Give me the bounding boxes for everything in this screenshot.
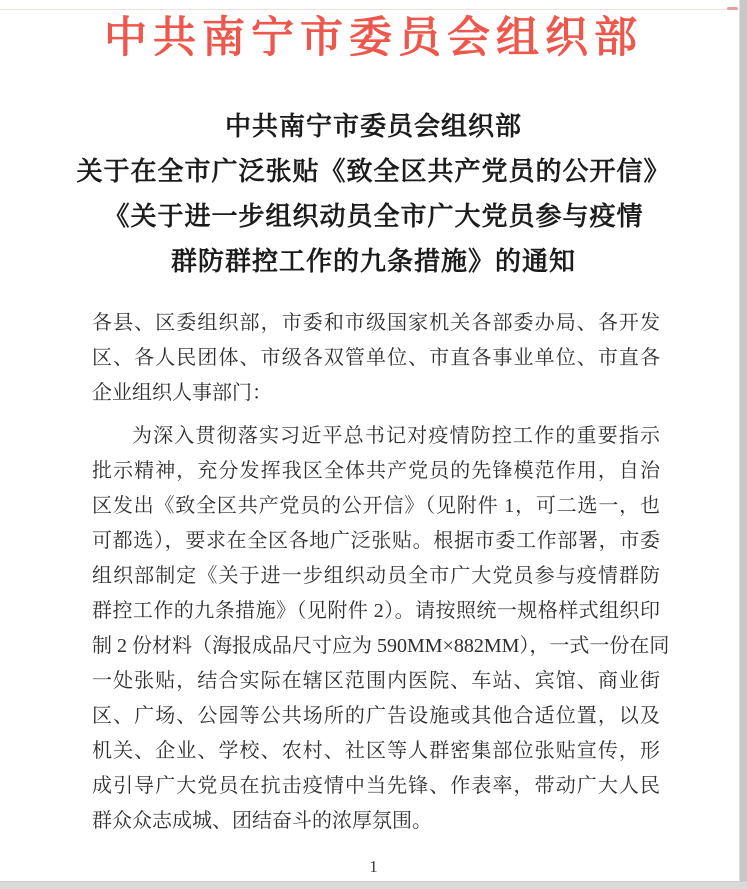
body-line: 制 2 份材料（海报成品尺寸应为 590MM×882MM），一式一份在同	[92, 635, 670, 657]
body-line: 成引导广大党员在抗击疫情中当先锋、作表率，带动广大人民	[92, 775, 660, 797]
body-line: 群众众志成城、团结奋斗的浓厚氛围。	[92, 810, 432, 832]
body-line: 机关、企业、学校、农村、社区等人群密集部位张贴宣传，形	[92, 740, 660, 762]
page-number: 1	[369, 857, 378, 876]
document-title-line: 关于在全市广泛张贴《致全区共产党员的公开信》	[76, 157, 671, 186]
main-paragraph	[92, 419, 670, 839]
scan-artifact-top-line	[0, 9, 738, 10]
document-title-line: 中共南宁市委员会组织部	[224, 112, 522, 141]
salutation-line: 各县、区委组织部，市委和市级国家机关各部委办局、各开发	[92, 312, 660, 334]
body-line: 可都选），要求在全区各地广泛张贴。根据市委工作部署，市委	[92, 530, 660, 552]
body-line: 为深入贯彻落实习近平总书记对疫情防控工作的重要指示	[132, 425, 660, 447]
document-body	[92, 306, 670, 839]
scan-artifact-red-mark	[727, 7, 738, 10]
body-line: 区发出《致全区共产党员的公开信》（见附件 1，可二选一，也	[92, 495, 660, 517]
salutation-line: 区、各人民团体、市级各双管单位、市直各事业单位、市直各	[92, 347, 660, 369]
body-line: 区、广场、公园等公共场所的广告设施或其他合适位置，以及	[92, 705, 660, 727]
body-line: 组织部制定《关于进一步组织动员全市广大党员参与疫情群防	[92, 565, 660, 587]
salutation-line: 企业组织人事部门：	[92, 382, 272, 404]
body-line: 批示精神，充分发挥我区全体共产党员的先锋模范作用，自治	[92, 460, 660, 482]
document-title-line: 《关于进一步组织动员全市广大党员参与疫情	[103, 202, 644, 231]
document-title-line: 群防群控工作的九条措施》的通知	[170, 247, 576, 276]
letterhead-title: 中共南宁市委员会组织部	[104, 15, 643, 62]
scan-edge-right	[739, 0, 747, 889]
scan-edge-bottom	[0, 881, 747, 889]
salutation-paragraph	[92, 306, 660, 411]
document-title	[0, 104, 747, 284]
body-line: 群控工作的九条措施》（见附件 2）。请按照统一规格样式组织印	[92, 600, 660, 622]
body-line: 一处张贴，结合实际在辖区范围内医院、车站、宾馆、商业街	[92, 670, 660, 692]
